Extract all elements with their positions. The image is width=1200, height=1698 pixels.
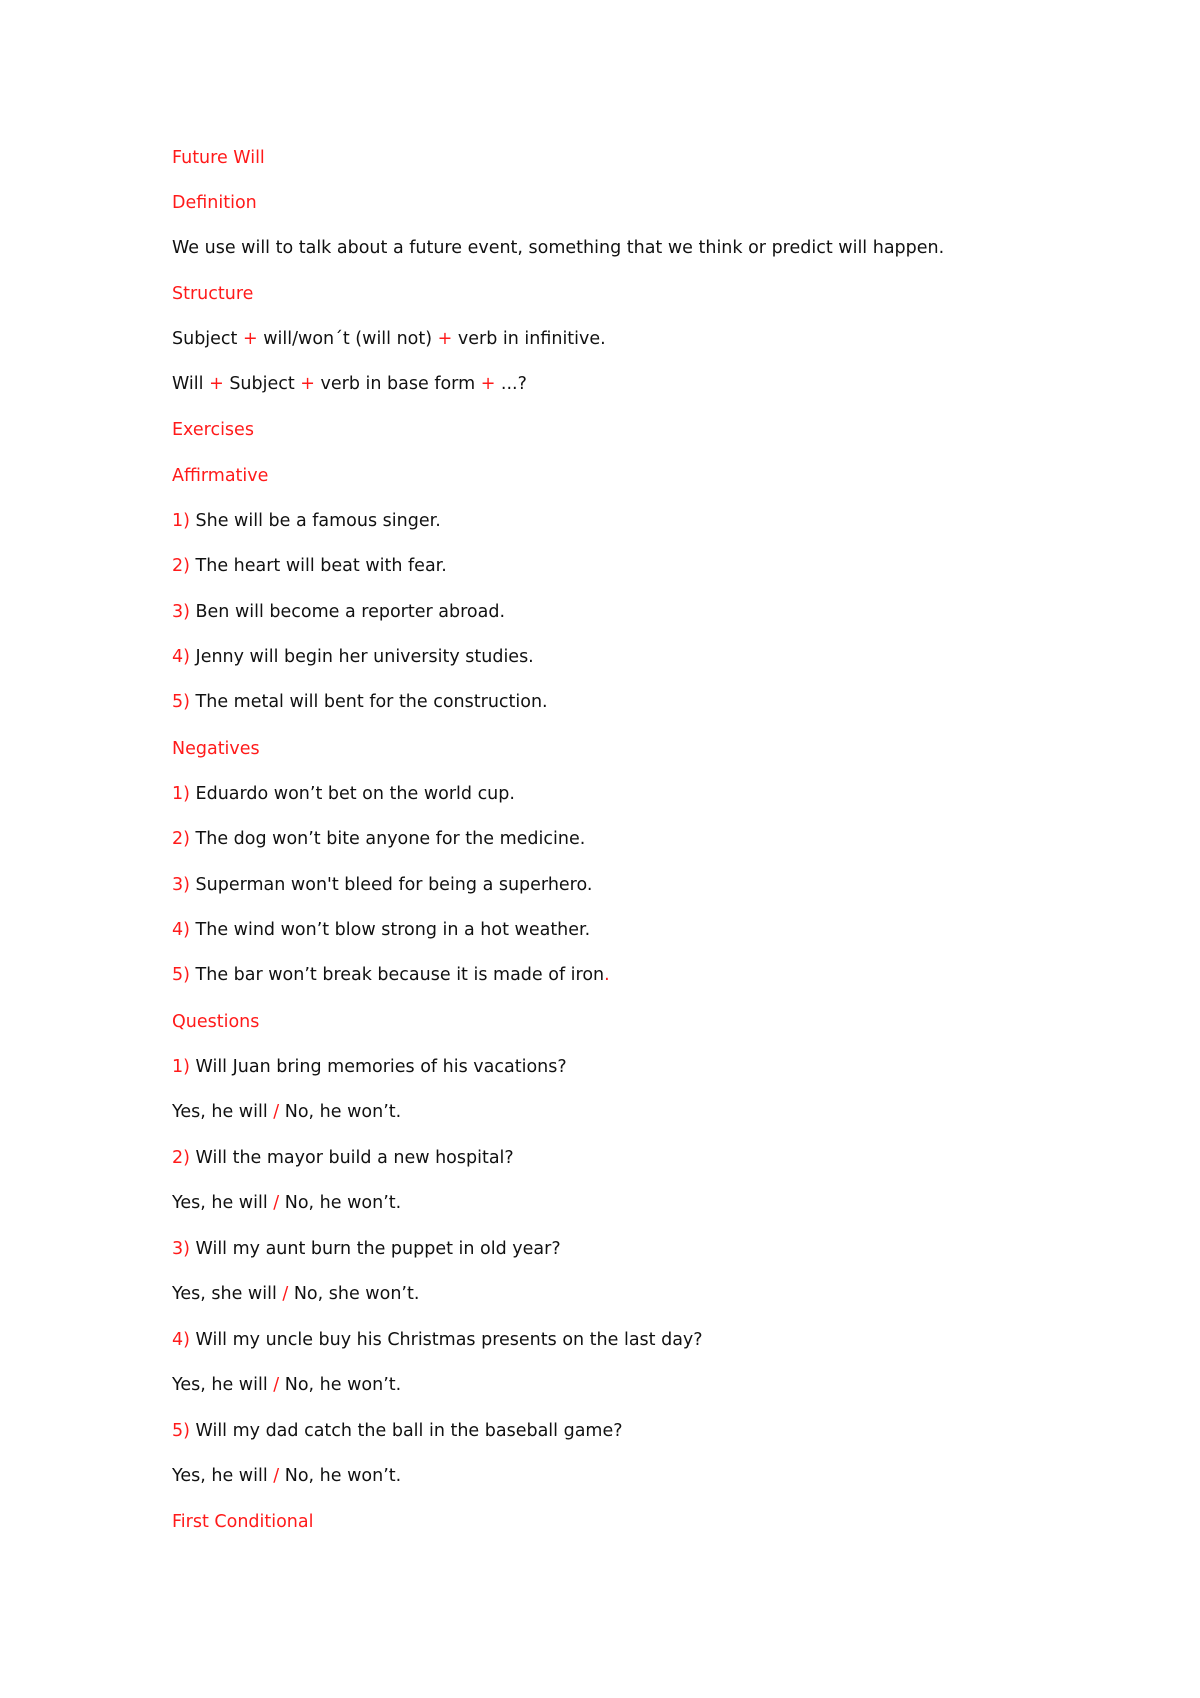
answer-line: Yes, he will / No, he won’t. <box>172 1375 402 1395</box>
list-item: 3) Superman won't bleed for being a superhero. <box>172 875 593 895</box>
plus-sign: + <box>300 374 315 394</box>
exercises-heading: Exercises <box>172 420 254 440</box>
list-item: 3) Ben will become a reporter abroad. <box>172 602 506 622</box>
definition-heading: Definition <box>172 193 257 213</box>
list-item: 4) Jenny will begin her university studies. <box>172 647 534 667</box>
first-conditional-heading: First Conditional <box>172 1512 314 1532</box>
question-item: 1) Will Juan bring memories of his vacations? <box>172 1057 567 1077</box>
plus-sign: + <box>437 329 453 349</box>
structure-heading: Structure <box>172 284 254 304</box>
question-item: 4) Will my uncle buy his Christmas presents on the last day? <box>172 1330 703 1350</box>
structure-line-question: Will + Subject + verb in base form + ...? <box>172 374 527 394</box>
answer-line: Yes, he will / No, he won’t. <box>172 1193 402 1213</box>
list-item: 5) The metal will bent for the construction. <box>172 692 548 712</box>
list-item: 5) The bar won’t break because it is made of iron. <box>172 965 610 985</box>
answer-line: Yes, he will / No, he won’t. <box>172 1102 402 1122</box>
list-item: 2) The heart will beat with fear. <box>172 556 447 576</box>
list-item: 1) Eduardo won’t bet on the world cup. <box>172 784 515 804</box>
negatives-heading: Negatives <box>172 739 260 759</box>
plus-sign: + <box>209 374 224 394</box>
plus-sign: + <box>480 374 496 394</box>
list-item: 2) The dog won’t bite anyone for the medicine. <box>172 829 586 849</box>
question-item: 3) Will my aunt burn the puppet in old year? <box>172 1239 561 1259</box>
document-title: Future Will <box>172 148 265 168</box>
question-item: 5) Will my dad catch the ball in the baseball game? <box>172 1421 623 1441</box>
list-item: 1) She will be a famous singer. <box>172 511 441 531</box>
affirmative-heading: Affirmative <box>172 466 269 486</box>
plus-sign: + <box>242 329 258 349</box>
question-item: 2) Will the mayor build a new hospital? <box>172 1148 514 1168</box>
questions-heading: Questions <box>172 1012 260 1032</box>
list-item: 4) The wind won’t blow strong in a hot weather. <box>172 920 591 940</box>
answer-line: Yes, he will / No, he won’t. <box>172 1466 402 1486</box>
structure-line-affirmative: Subject + will/won´t (will not) + verb in infinitive. <box>172 329 606 349</box>
definition-text: We use will to talk about a future event, something that we think or predict will happen. <box>172 238 945 258</box>
answer-line: Yes, she will / No, she won’t. <box>172 1284 420 1304</box>
